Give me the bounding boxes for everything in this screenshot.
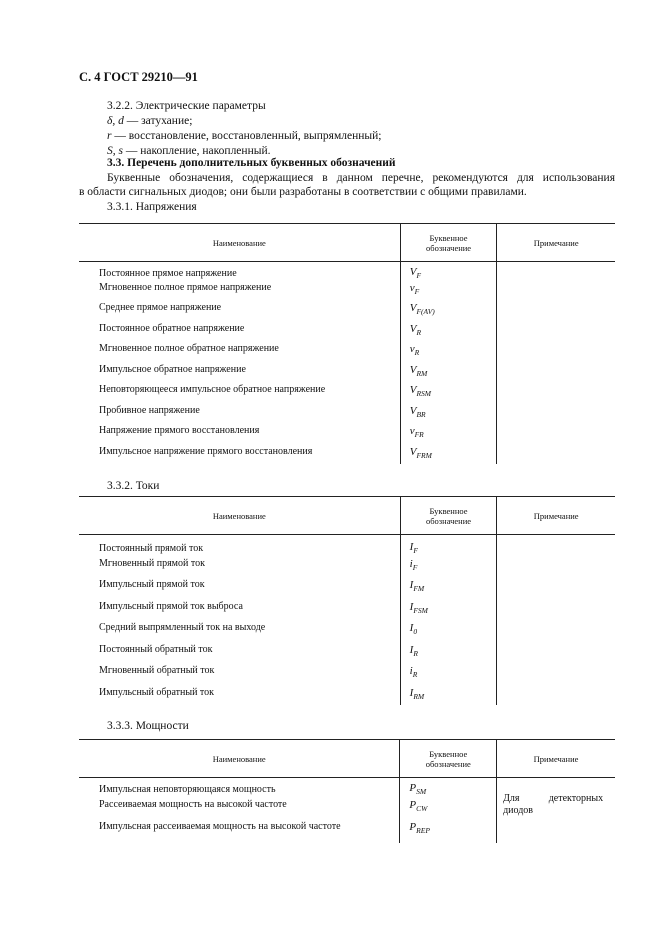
symbol-letter: V: [409, 322, 417, 335]
symbol-letter: I: [409, 579, 414, 591]
table-row-note: [497, 622, 615, 644]
section-33-title: 3.3. Перечень дополнительных буквенных обозначений: [107, 157, 396, 169]
table-row-note: [497, 579, 615, 601]
table-row-note: [497, 687, 615, 705]
table-row-symbol: [400, 644, 497, 666]
col-header-name: Наименование: [79, 224, 400, 262]
table-row-name: Неповторяющееся импульсное обратное напряжение: [99, 384, 326, 395]
symbol-letter: P: [409, 782, 417, 794]
table-header-row: [79, 740, 615, 778]
note-line2: диодов: [503, 805, 534, 816]
table-row-symbol: [400, 799, 497, 821]
table-row-name: Среднее прямое напряжение: [99, 302, 222, 313]
symbol-subscript: RM: [416, 368, 428, 378]
col-header-symbol-line2: обозначение: [425, 758, 471, 769]
symbol-letter: v: [409, 425, 415, 437]
col-header-symbol: [400, 224, 497, 262]
symbol-subscript: F(AV): [416, 307, 435, 317]
symbol-subscript: BR: [416, 409, 426, 419]
definition-delta: [79, 114, 643, 129]
table-row-symbol: [400, 446, 497, 464]
table-row-symbol: [400, 384, 497, 405]
symbol-letter: I: [409, 541, 414, 553]
definition-s-text: — накопление, накопленный.: [122, 145, 271, 157]
table-row-symbol: [400, 282, 497, 303]
table-row-note: [497, 302, 615, 323]
symbol-subscript: R: [414, 348, 420, 358]
table-row-symbol: [400, 558, 497, 580]
table-row-name: Мгновенный обратный ток: [99, 665, 215, 676]
symbol-r: r: [107, 130, 112, 142]
col-header-symbol-line1: Буквенное: [429, 748, 468, 759]
table-row-symbol: [400, 665, 497, 687]
table-row-name: Постоянный прямой ток: [99, 543, 204, 554]
table-row-symbol: [400, 343, 497, 364]
table-row-symbol: [400, 405, 497, 426]
definition-r: [79, 129, 643, 144]
col-header-note: Примечание: [497, 740, 615, 778]
symbol-subscript: R: [416, 327, 422, 337]
symbol-letter: V: [409, 384, 417, 396]
table-row-note: [497, 405, 615, 426]
table-row-name: Постоянное обратное напряжение: [99, 322, 245, 334]
table-row-note: [497, 535, 615, 558]
symbol-subscript: RSM: [416, 389, 432, 399]
table-row-symbol: [400, 579, 497, 601]
symbol-letter: P: [409, 798, 417, 811]
symbol-subscript: F: [416, 271, 422, 281]
table-row-note: [497, 665, 615, 687]
table-row-name: Импульсная неповторяющаяся мощность: [99, 784, 276, 795]
table-row-name: Импульсный прямой ток выброса: [99, 600, 243, 612]
table-row-note: [497, 601, 615, 623]
section-322-title: 3.2.2. Электрические параметры: [107, 100, 266, 112]
note-line1: Для детекторных: [503, 793, 604, 804]
table-row-name: Постоянный обратный ток: [99, 643, 213, 655]
symbol-letter: V: [409, 445, 417, 458]
symbol-subscript: R: [412, 670, 418, 680]
table-row-name: Рассеиваемая мощность на высокой частоте: [99, 798, 287, 810]
symbol-subscript: F: [414, 286, 420, 296]
table-header-row: [79, 224, 615, 262]
section-33-body-line2: в области сигнальных диодов; они были разработаны в соответствии с общими правилами.: [79, 186, 527, 198]
section-333-title: 3.3.3. Мощности: [107, 720, 189, 732]
symbol-subscript: FR: [414, 430, 424, 440]
symbol-subscript: REP: [416, 825, 430, 835]
table-row-note: [497, 558, 615, 580]
table-row-symbol: [400, 323, 497, 344]
currents-table: [79, 496, 615, 705]
table-row-name: Средний выпрямленный ток на выходе: [99, 622, 266, 633]
table-row-symbol: [400, 535, 497, 558]
col-header-symbol-line1: Буквенное: [429, 505, 468, 516]
table-row-name: Импульсное напряжение прямого восстановления: [99, 445, 313, 457]
table-row-note: [497, 262, 615, 282]
table-row-symbol: [400, 687, 497, 705]
definition-r-text: — восстановление, восстановленный, выпрямленный;: [111, 130, 382, 142]
col-header-note: Примечание: [497, 224, 615, 262]
symbol-letter: v: [409, 281, 415, 294]
symbol-subscript: F: [412, 562, 418, 572]
table-row-symbol: [400, 601, 497, 623]
definition-delta-text: — затухание;: [123, 115, 193, 127]
symbol-letter: V: [409, 266, 417, 278]
table-row-name: Напряжение прямого восстановления: [99, 425, 260, 436]
symbol-subscript: FRM: [416, 450, 432, 460]
table-row-note: [497, 282, 615, 303]
symbol-subscript: FM: [413, 584, 425, 594]
table-row-note: [497, 343, 615, 364]
table-row-note: [497, 364, 615, 385]
symbol-letter: i: [409, 665, 413, 677]
voltages-table: [79, 223, 615, 464]
symbol-letter: I: [409, 600, 414, 613]
table-row-note: [497, 384, 615, 405]
symbol-letter: I: [409, 686, 414, 699]
symbol-subscript: RM: [413, 691, 425, 701]
col-header-symbol-line2: обозначение: [425, 515, 472, 526]
symbol-letter: i: [409, 557, 413, 570]
symbol-delta: δ, d: [107, 115, 124, 127]
symbol-letter: I: [409, 643, 414, 656]
table-row-name: Мгновенное полное обратное напряжение: [99, 343, 279, 354]
table-row-symbol: [400, 364, 497, 385]
symbol-subscript: FSM: [413, 605, 428, 615]
symbol-letter: V: [409, 404, 417, 417]
col-header-note: Примечание: [497, 497, 615, 535]
col-header-name: Наименование: [79, 740, 400, 778]
table-row-symbol: [400, 778, 497, 799]
running-head: С. 4 ГОСТ 29210—91: [79, 70, 198, 84]
table-row-name: Мгновенный прямой ток: [99, 557, 205, 569]
table-row-name: Импульсное обратное напряжение: [99, 363, 246, 375]
symbol-letter: V: [409, 363, 417, 376]
col-header-symbol: [400, 740, 497, 778]
symbol-letter: v: [409, 343, 415, 355]
table-header-row: [79, 497, 615, 535]
table-row-name: Постоянное прямое напряжение: [99, 268, 237, 279]
table-row-symbol: [400, 262, 497, 282]
table-row-note: [497, 323, 615, 344]
section-332-title: 3.3.2. Токи: [107, 480, 160, 492]
col-header-name: Наименование: [79, 497, 400, 535]
table-row-name: Импульсная рассеиваемая мощность на высокой частоте: [99, 820, 341, 832]
table-row-note: [497, 644, 615, 666]
symbol-letter: P: [409, 820, 417, 833]
table-row-note: [497, 425, 615, 446]
table-row-note: [497, 446, 615, 464]
symbol-s: S, s: [107, 145, 123, 157]
col-header-symbol: [400, 497, 497, 535]
symbol-subscript: R: [413, 648, 418, 658]
symbol-subscript: SM: [416, 787, 427, 797]
table-row-symbol: [400, 821, 497, 843]
symbol-subscript: F: [413, 546, 418, 556]
table-row-name: Пробивное напряжение: [99, 404, 200, 416]
table-row-note: [497, 778, 615, 843]
col-header-symbol-line2: обозначение: [426, 242, 472, 253]
table-row-name: Импульсный прямой ток: [99, 579, 205, 590]
table-row-symbol: [400, 302, 497, 323]
col-header-symbol-line1: Буквенное: [429, 232, 468, 243]
symbol-letter: V: [409, 302, 417, 314]
symbol-subscript: 0: [413, 627, 418, 637]
table-row-symbol: [400, 622, 497, 644]
table-row-name: Мгновенное полное прямое напряжение: [99, 281, 272, 293]
table-row-symbol: [400, 425, 497, 446]
symbol-subscript: CW: [416, 803, 428, 813]
section-331-title: 3.3.1. Напряжения: [107, 201, 197, 213]
symbol-letter: I: [409, 622, 414, 634]
powers-table: [79, 739, 615, 843]
table-row-name: Импульсный обратный ток: [99, 686, 215, 698]
section-33-body-line1: Буквенные обозначения, содержащиеся в данном перечне, рекомендуются для использования: [107, 172, 615, 184]
